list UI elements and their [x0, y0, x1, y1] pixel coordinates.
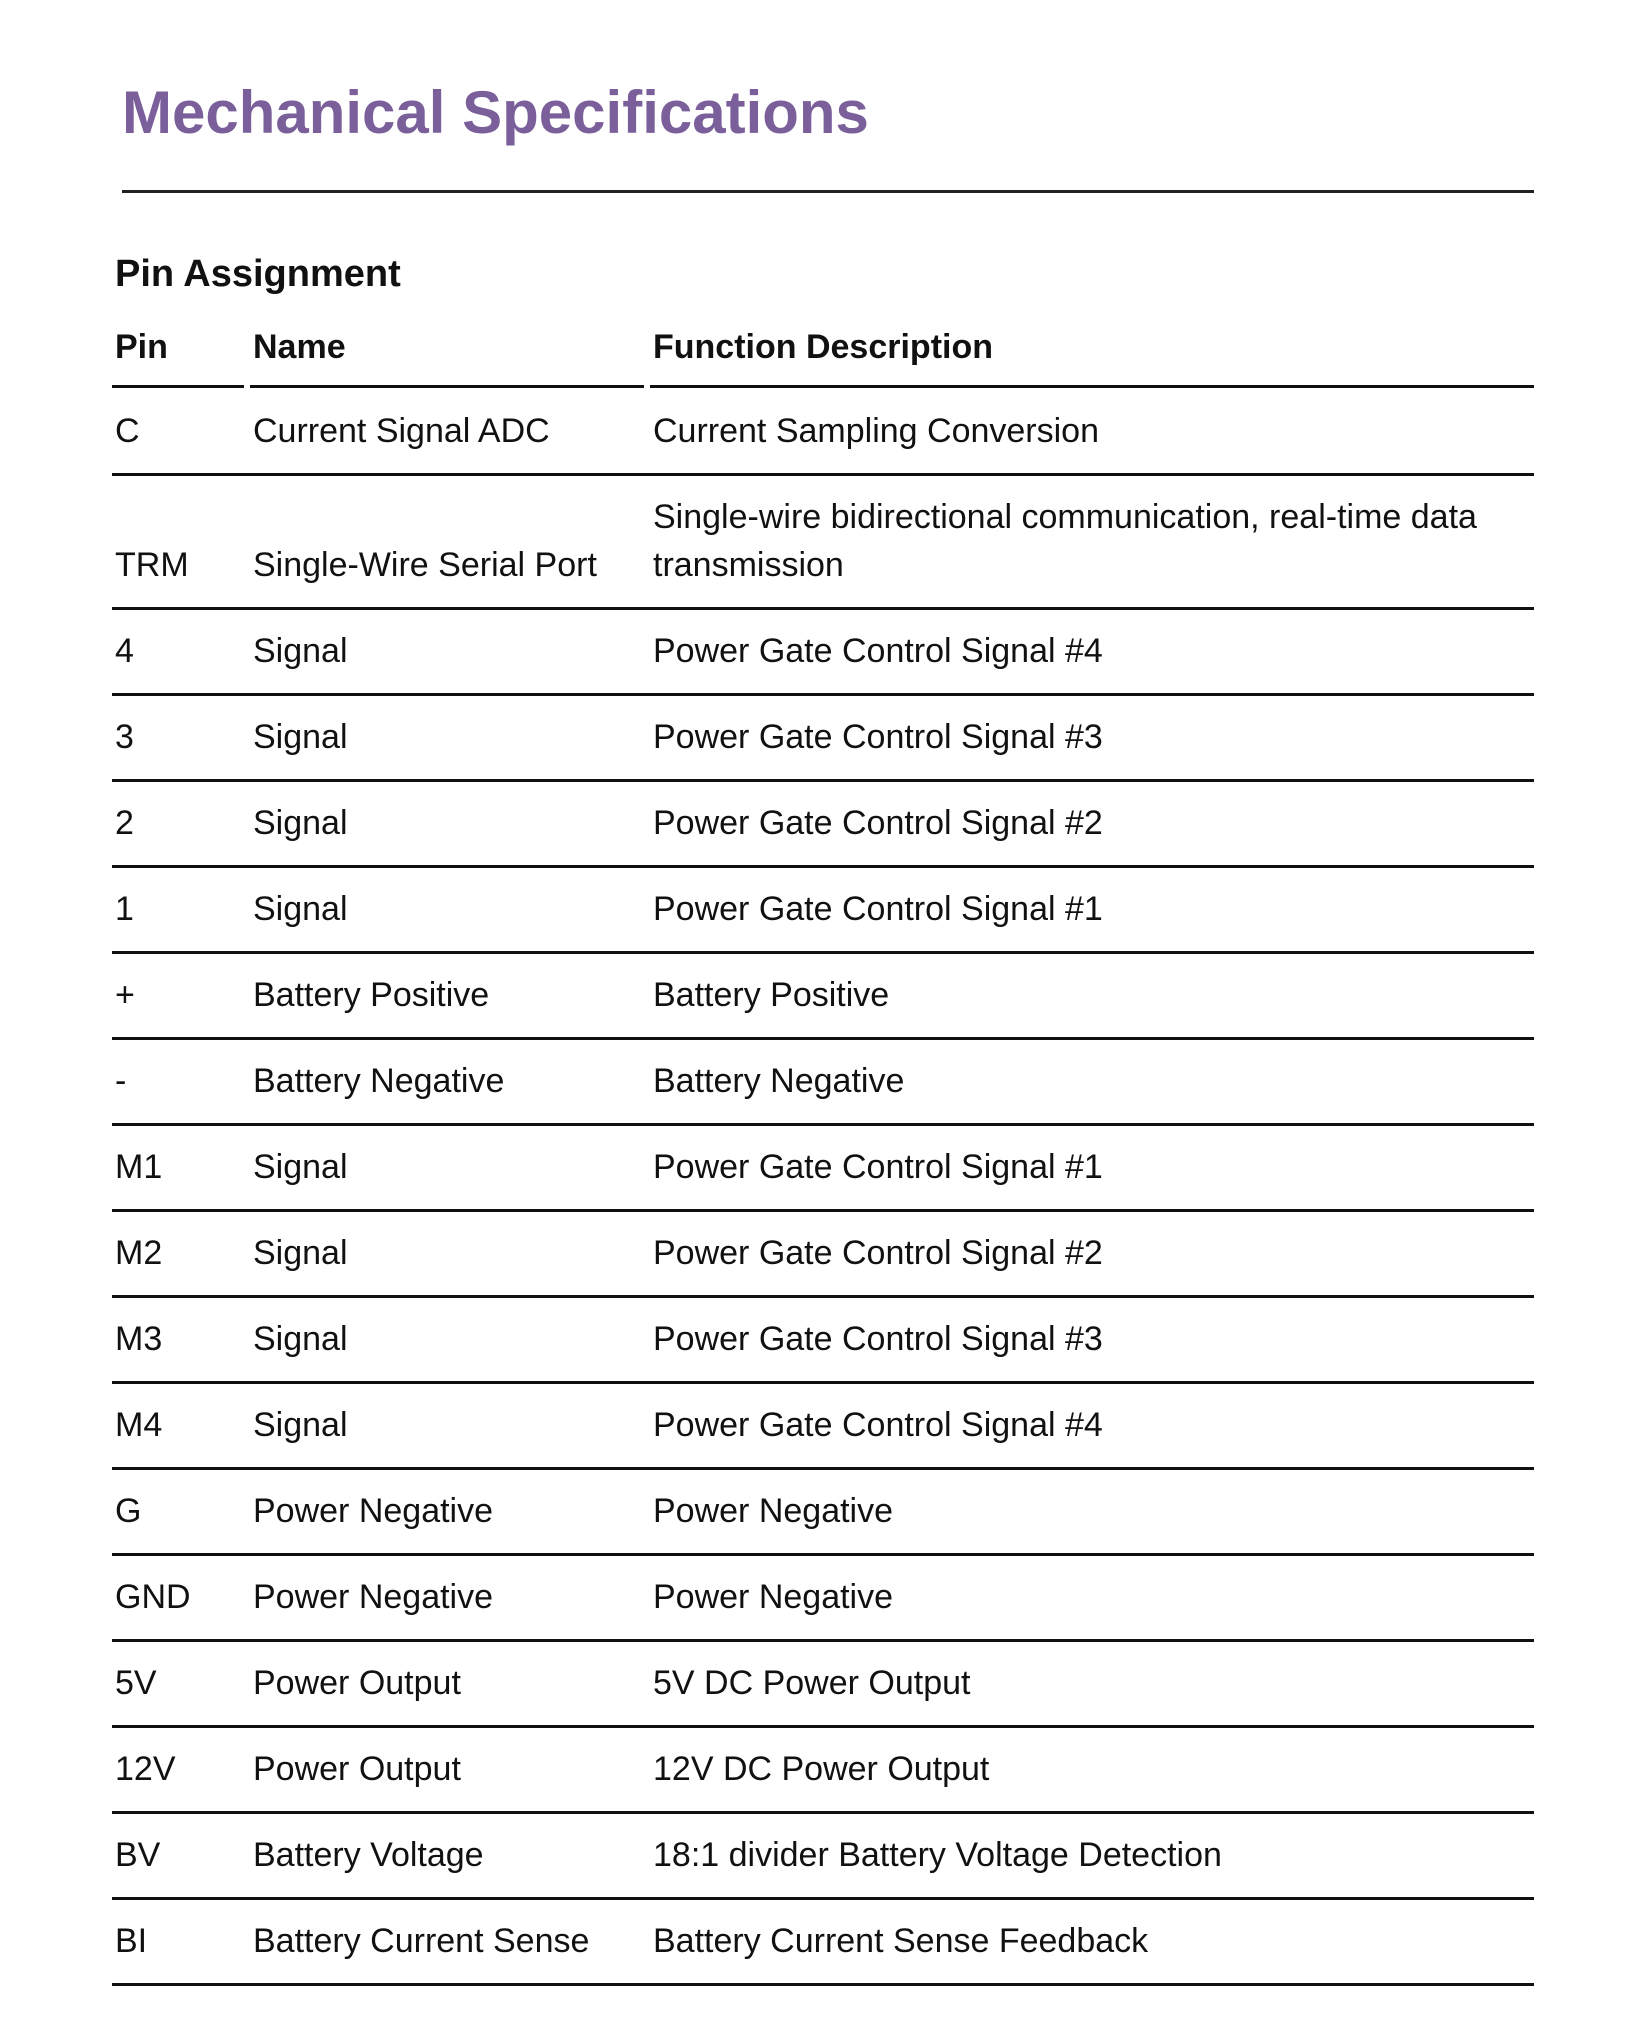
- function-cell: 12V DC Power Output: [653, 1750, 990, 1788]
- name-cell: Signal: [253, 1234, 348, 1272]
- name-cell: Signal: [253, 1320, 348, 1358]
- name-cell: Power Output: [253, 1750, 461, 1788]
- pin-cell: -: [115, 1062, 127, 1100]
- name-cell: Signal: [253, 1148, 348, 1186]
- function-cell: Power Gate Control Signal #2: [653, 804, 1103, 842]
- table-row: [112, 476, 1534, 610]
- function-cell: Power Gate Control Signal #3: [653, 1320, 1103, 1358]
- function-cell: Power Gate Control Signal #4: [653, 1406, 1103, 1444]
- name-cell: Signal: [253, 804, 348, 842]
- title-divider: [122, 190, 1534, 193]
- pin-cell: 12V: [115, 1750, 176, 1788]
- pin-cell: +: [115, 976, 135, 1014]
- function-cell: Battery Positive: [653, 976, 890, 1014]
- table-row: [112, 1126, 1534, 1212]
- table-body: [112, 390, 1534, 1986]
- function-cell: Battery Current Sense Feedback: [653, 1922, 1149, 1960]
- function-cell: Battery Negative: [653, 1062, 905, 1100]
- function-cell: Power Gate Control Signal #1: [653, 890, 1103, 928]
- table-row: [112, 1900, 1534, 1986]
- pin-assignment-table: [112, 322, 1534, 1986]
- pin-cell: 2: [115, 804, 134, 842]
- pin-cell: GND: [115, 1578, 191, 1616]
- name-cell: Current Signal ADC: [253, 412, 550, 450]
- function-cell: 18:1 divider Battery Voltage Detection: [653, 1836, 1222, 1874]
- name-cell: Power Negative: [253, 1492, 494, 1530]
- function-cell: Single-wire bidirectional communication, real-time data transmission: [653, 498, 1477, 584]
- pin-cell: TRM: [115, 546, 189, 584]
- function-cell: Power Negative: [653, 1492, 894, 1530]
- table-row: [112, 1212, 1534, 1298]
- pin-cell: C: [115, 412, 140, 450]
- name-cell: Signal: [253, 1406, 348, 1444]
- header-function-description: Function Description: [650, 322, 1534, 388]
- name-cell: Signal: [253, 632, 348, 670]
- pin-cell: M4: [115, 1406, 163, 1444]
- pin-cell: G: [115, 1492, 142, 1530]
- function-cell: Power Gate Control Signal #4: [653, 632, 1103, 670]
- table-row: [112, 1298, 1534, 1384]
- function-cell: Power Gate Control Signal #1: [653, 1148, 1103, 1186]
- name-cell: Battery Positive: [253, 976, 490, 1014]
- table-row: [112, 1642, 1534, 1728]
- function-cell: Current Sampling Conversion: [653, 412, 1099, 450]
- pin-cell: 5V: [115, 1664, 157, 1702]
- pin-cell: M3: [115, 1320, 163, 1358]
- table-row: [112, 1556, 1534, 1642]
- function-cell: Power Negative: [653, 1578, 894, 1616]
- pin-cell: 3: [115, 718, 134, 756]
- pin-cell: BV: [115, 1836, 161, 1874]
- pin-cell: 1: [115, 890, 134, 928]
- table-row: [112, 868, 1534, 954]
- header-name: Name: [250, 322, 644, 388]
- pin-cell: M1: [115, 1148, 163, 1186]
- table-row: [112, 1040, 1534, 1126]
- name-cell: Battery Negative: [253, 1062, 505, 1100]
- name-cell: Power Output: [253, 1664, 461, 1702]
- table-header-row: [112, 322, 1534, 390]
- name-cell: Power Negative: [253, 1578, 494, 1616]
- function-cell: Power Gate Control Signal #2: [653, 1234, 1103, 1272]
- name-cell: Signal: [253, 718, 348, 756]
- pin-cell: M2: [115, 1234, 163, 1272]
- name-cell: Battery Voltage: [253, 1836, 484, 1874]
- name-cell: Battery Current Sense: [253, 1922, 590, 1960]
- page-title: Mechanical Specifications: [122, 79, 869, 146]
- name-cell: Single-Wire Serial Port: [253, 546, 597, 584]
- table-row: [112, 1384, 1534, 1470]
- table-row: [112, 782, 1534, 868]
- function-cell: Power Gate Control Signal #3: [653, 718, 1103, 756]
- header-pin: Pin: [112, 322, 244, 388]
- name-cell: Signal: [253, 890, 348, 928]
- section-title: Pin Assignment: [115, 253, 401, 295]
- table-row: [112, 1728, 1534, 1814]
- table-row: [112, 1814, 1534, 1900]
- pin-cell: 4: [115, 632, 134, 670]
- table-row: [112, 610, 1534, 696]
- function-cell: 5V DC Power Output: [653, 1664, 971, 1702]
- table-row: [112, 954, 1534, 1040]
- table-row: [112, 1470, 1534, 1556]
- pin-cell: BI: [115, 1922, 148, 1960]
- table-row: [112, 390, 1534, 476]
- table-row: [112, 696, 1534, 782]
